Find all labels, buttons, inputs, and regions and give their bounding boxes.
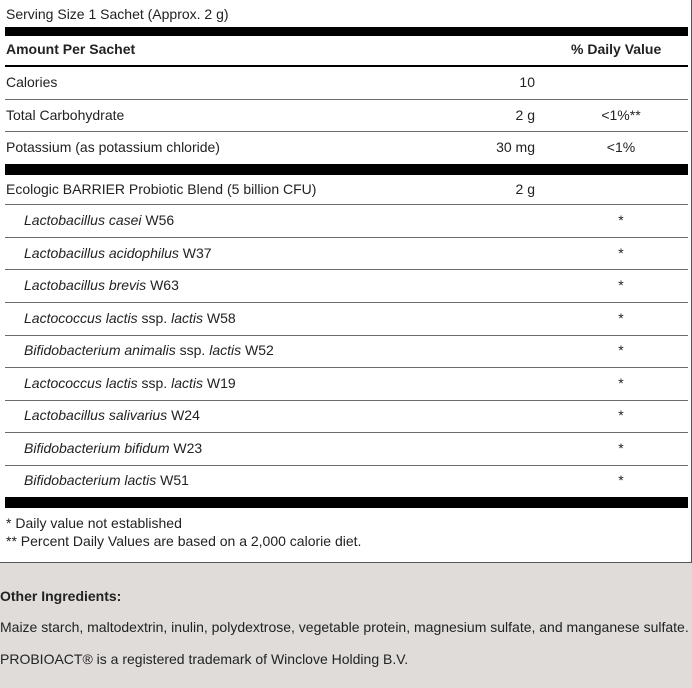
- strain-code: W51: [160, 472, 189, 488]
- strain-row: [6, 238, 688, 268]
- nutrient-name: Total Carbohydrate: [6, 107, 125, 123]
- thick-divider: [5, 27, 688, 36]
- strain-code: W24: [171, 407, 200, 423]
- nutrient-amount: 30 mg: [496, 139, 535, 155]
- strain-subspecies-label: ssp.: [179, 342, 206, 358]
- strain-genus: Lactobacillus salivarius: [24, 407, 168, 423]
- strain-dv: *: [618, 245, 624, 261]
- footnote-daily-value: * Daily value not established: [6, 515, 182, 531]
- nutrient-row-calories: [6, 67, 688, 97]
- strain-subspecies: lactis: [209, 342, 242, 358]
- strain-subspecies: lactis: [171, 310, 203, 326]
- strain-subspecies-label: ssp.: [141, 310, 168, 326]
- daily-value-header: % Daily Value: [571, 41, 662, 57]
- strain-genus: Lactobacillus brevis: [24, 277, 147, 293]
- strain-row: [6, 303, 688, 333]
- nutrient-name: Potassium (as potassium chloride): [6, 139, 220, 155]
- strain-genus: Bifidobacterium lactis: [24, 472, 157, 488]
- strain-genus: Lactococcus lactis: [24, 375, 138, 391]
- strain-genus: Bifidobacterium bifidum: [24, 440, 170, 456]
- strain-row: [6, 205, 688, 235]
- strain-row: [6, 335, 688, 365]
- strain-dv: *: [618, 277, 624, 293]
- strain-code: W23: [173, 440, 203, 456]
- other-ingredients-title: Other Ingredients:: [0, 588, 122, 604]
- strain-row: [6, 368, 688, 398]
- serving-size: Serving Size 1 Sachet (Approx. 2 g): [6, 6, 229, 22]
- strain-row: [6, 465, 688, 495]
- strain-dv: *: [618, 310, 624, 326]
- blend-name: Ecologic BARRIER Probiotic Blend (5 billion CFU): [6, 181, 317, 197]
- strain-code: W19: [206, 375, 236, 391]
- strain-row: [6, 433, 688, 463]
- strain-dv: *: [618, 440, 624, 456]
- strain-dv: *: [618, 472, 624, 488]
- thick-divider: [5, 497, 688, 508]
- footnote-percent-daily: ** Percent Daily Values are based on a 2,000 calorie diet.: [6, 533, 362, 549]
- strain-dv: *: [618, 212, 624, 228]
- strain-dv: *: [618, 342, 624, 358]
- strain-row: [6, 400, 688, 430]
- amount-per-sachet-header: Amount Per Sachet: [6, 41, 136, 57]
- nutrient-dv: <1%: [606, 139, 636, 155]
- strain-genus: Lactobacillus casei: [24, 212, 142, 228]
- strain-code: W52: [245, 342, 274, 358]
- strain-code: W56: [145, 212, 175, 228]
- blend-row: [6, 174, 688, 204]
- strain-genus: Bifidobacterium animalis: [24, 342, 176, 358]
- strain-genus: Lactobacillus acidophilus: [24, 245, 179, 261]
- strain-code: W63: [150, 277, 179, 293]
- trademark-note: PROBIOACT® is a registered trademark of Winclove Holding B.V.: [0, 651, 409, 667]
- strain-subspecies: lactis: [171, 375, 203, 391]
- blend-amount: 2 g: [515, 181, 535, 197]
- strain-dv: *: [618, 407, 624, 423]
- nutrient-amount: 2 g: [515, 107, 535, 123]
- strain-genus: Lactococcus lactis: [24, 310, 138, 326]
- nutrient-dv: <1%**: [601, 107, 641, 123]
- strain-subspecies-label: ssp.: [141, 375, 168, 391]
- strain-dv: *: [618, 375, 624, 391]
- strain-row: [6, 270, 688, 300]
- nutrient-amount: 10: [519, 74, 535, 90]
- strain-code: W58: [206, 310, 236, 326]
- strain-code: W37: [182, 245, 212, 261]
- nutrient-row-carbohydrate: [6, 100, 688, 130]
- other-ingredients-list: Maize starch, maltodextrin, inulin, polydextrose, vegetable protein, magnesium sulfate, and manganese sulfate.: [0, 619, 689, 635]
- nutrient-name: Calories: [6, 74, 58, 90]
- nutrient-row-potassium: [6, 132, 688, 162]
